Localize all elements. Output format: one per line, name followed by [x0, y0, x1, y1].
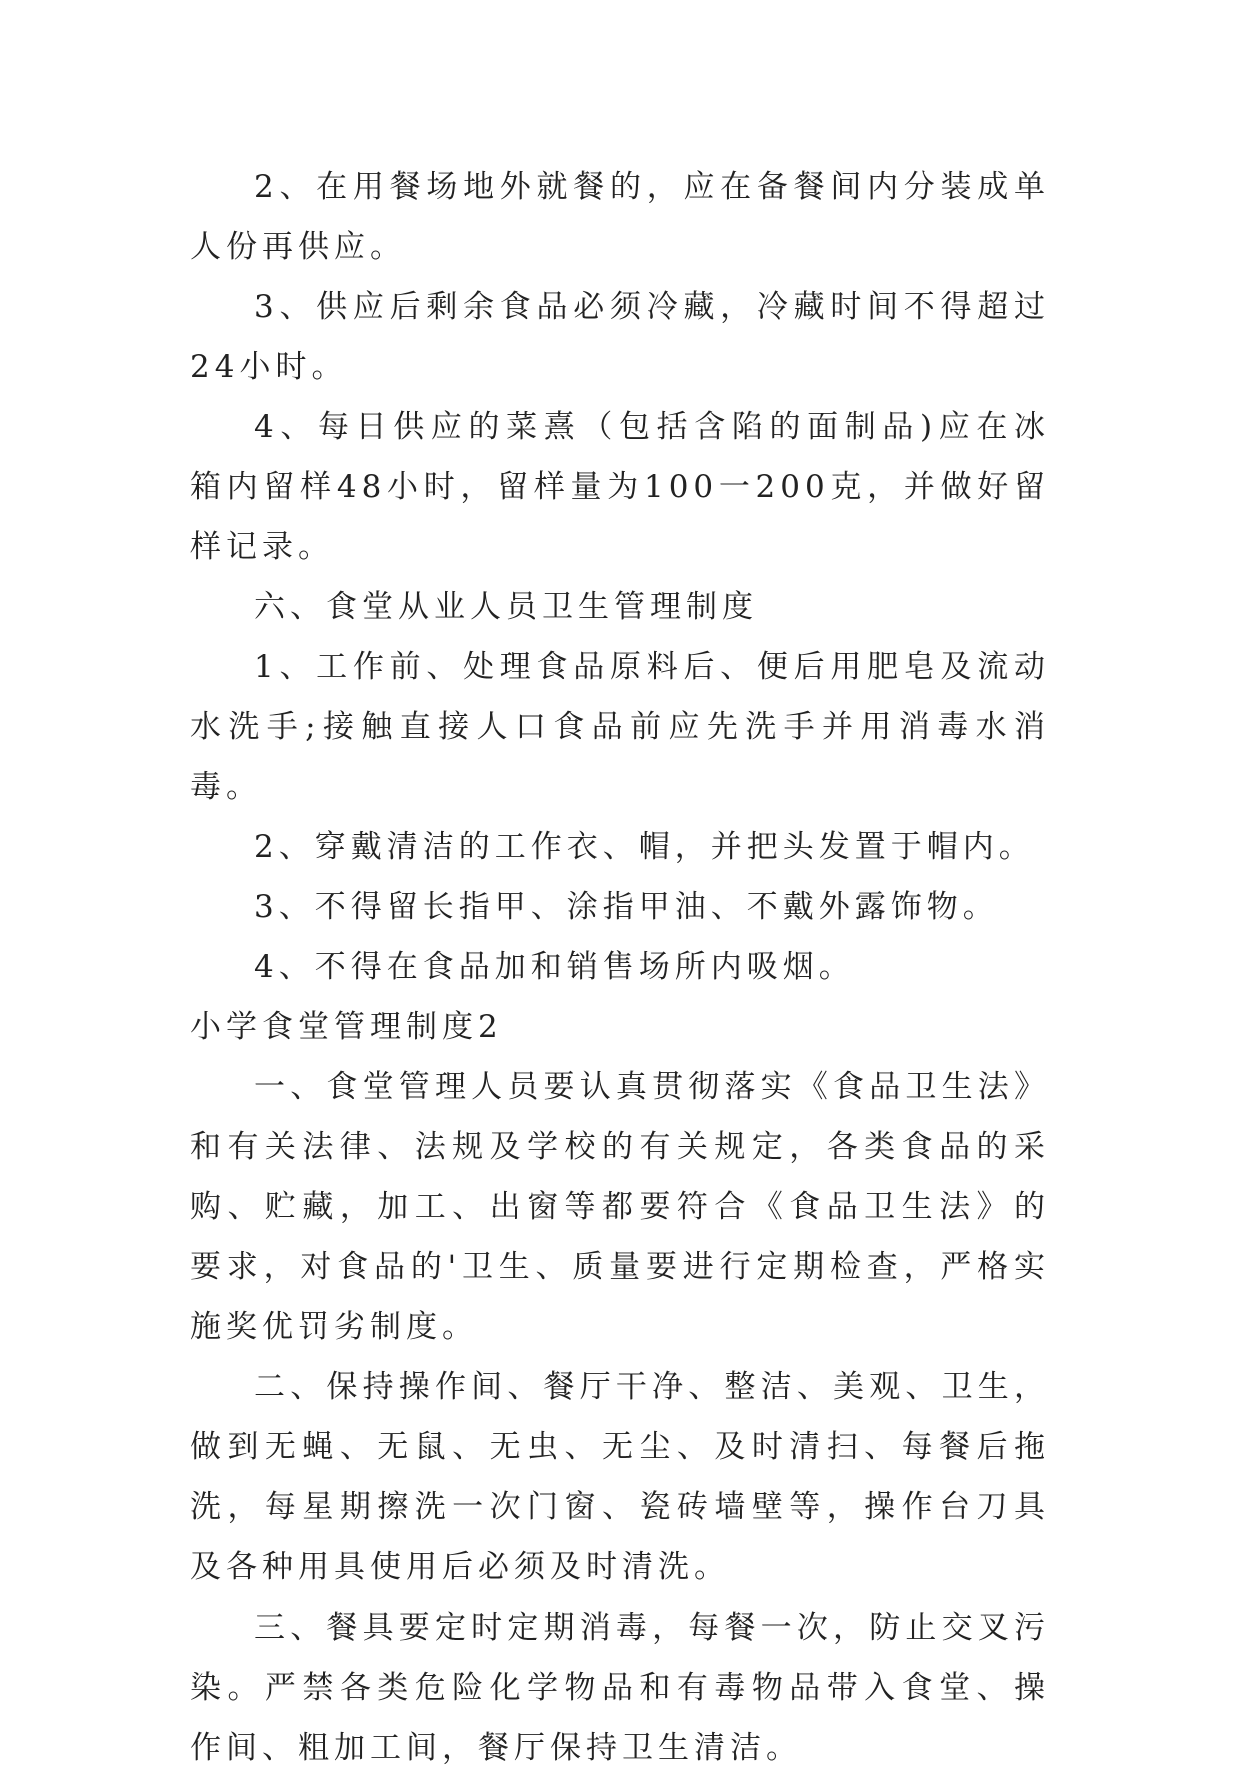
- document-title-part-2: 小学食堂管理制度2: [190, 1009, 503, 1045]
- paragraph-leftover-refrigeration: 3、供应后剩余食品必须冷藏，冷藏时间不得超过24小时。: [190, 289, 1050, 385]
- document-body: [190, 157, 1050, 1778]
- section-heading-staff-hygiene: 六、食堂从业人员卫生管理制度: [254, 589, 758, 625]
- paragraph-cleanliness: 二、保持操作间、餐厅干净、整洁、美观、卫生，做到无蝇、无鼠、无虫、无尘、及时清扫、每餐后拖洗，每星期擦洗一次门窗、瓷砖墙壁等，操作台刀具及各种用具使用后必须及时清洗。: [190, 1369, 1050, 1585]
- paragraph-hand-washing: 1、工作前、处理食品原料后、便后用肥皂及流动水洗手;接触直接人口食品前应先洗手并用消毒水消毒。: [190, 649, 1050, 805]
- paragraph-work-clothes: 2、穿戴清洁的工作衣、帽，并把头发置于帽内。: [254, 829, 1035, 865]
- paragraph-serving-outside: 2、在用餐场地外就餐的，应在备餐间内分装成单人份再供应。: [190, 169, 1050, 265]
- paragraph-no-smoking: 4、不得在食品加和销售场所内吸烟。: [254, 949, 855, 985]
- paragraph-tableware-disinfection: 三、餐具要定时定期消毒，每餐一次，防止交叉污染。严禁各类危险化学物品和有毒物品带入食堂、操作间、粗加工间，餐厅保持卫生清洁。: [190, 1610, 1050, 1766]
- paragraph-food-sample-retention: 4、每日供应的菜熹（包括含陷的面制品)应在冰箱内留样48小时，留样量为100一200克，并做好留样记录。: [190, 409, 1050, 565]
- paragraph-nails-jewelry: 3、不得留长指甲、涂指甲油、不戴外露饰物。: [254, 889, 999, 925]
- paragraph-food-hygiene-law: 一、食堂管理人员要认真贯彻落实《食品卫生法》和有关法律、法规及学校的有关规定，各类食品的采购、贮藏，加工、出窗等都要符合《食品卫生法》的要求，对食品的'卫生、质量要进行定期检查，严格实施奖优罚劣制度。: [190, 1069, 1050, 1345]
